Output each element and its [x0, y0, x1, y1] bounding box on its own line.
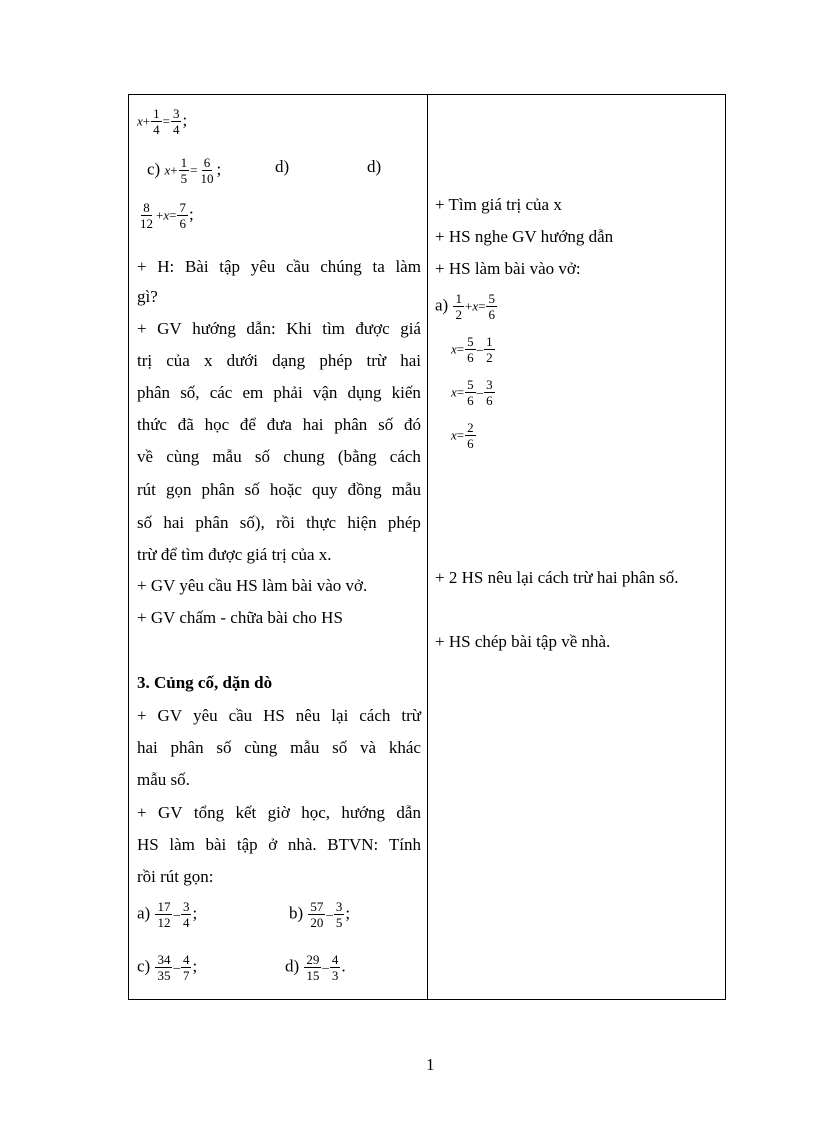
guide-line-6: [137, 480, 421, 500]
fraction: $\frac{3}{4}$: [172, 106, 180, 137]
word: cách: [389, 447, 421, 466]
word: quy: [312, 480, 338, 499]
word: cùng: [166, 447, 200, 466]
summary-line-3: rồi rút gọn:: [137, 867, 214, 886]
summary-line-1: [137, 803, 421, 823]
fraction: $\frac{1}{2}$: [486, 334, 493, 365]
review-line-2: [137, 738, 421, 758]
word: tổng: [193, 803, 225, 822]
student-find-x: + Tìm giá trị của x: [435, 195, 562, 214]
fraction: $\frac{29}{15}$: [306, 952, 320, 983]
review-line-1: [137, 706, 421, 726]
fraction: $\frac{7}{6}$: [179, 200, 186, 231]
word: cùng: [244, 738, 278, 757]
word: dạng: [272, 351, 306, 370]
word: mẫu: [212, 447, 242, 466]
word: thức: [137, 415, 167, 434]
label-d1: d): [275, 157, 290, 176]
word: GV: [157, 319, 182, 338]
word: x: [203, 351, 213, 370]
homework-b: b) $\frac{57}{20}$ – $\frac{3}{5}$ ;: [289, 899, 351, 930]
word: hai: [400, 351, 421, 370]
word: phép: [387, 513, 421, 532]
fraction: $\frac{5}{6}$: [467, 377, 474, 408]
lesson-table: [128, 94, 726, 1000]
student-work: + HS làm bài vào vở:: [435, 259, 581, 278]
guide-line-5: [137, 447, 421, 467]
word: +: [137, 319, 147, 338]
word: các: [209, 383, 233, 402]
word: giờ: [267, 803, 290, 822]
word: dưới: [226, 351, 259, 370]
solution-eq-3: x= $\frac{5}{6}$ – $\frac{3}{6}$: [451, 377, 493, 408]
word: nhà.: [287, 835, 317, 854]
word: GV: [157, 803, 183, 822]
word: +: [137, 803, 147, 822]
word: trị: [137, 351, 153, 370]
column-divider: [427, 95, 428, 999]
word: phép: [319, 351, 353, 370]
fraction: $\frac{57}{20}$: [310, 899, 324, 930]
word: dẫn: [396, 803, 421, 822]
word: rút: [137, 480, 156, 499]
fraction: $\frac{5}{6}$: [488, 291, 495, 322]
word: chung: [283, 447, 325, 466]
word: số: [254, 447, 271, 466]
word: để: [239, 415, 256, 434]
word: phân: [334, 415, 368, 434]
word: số: [137, 513, 153, 532]
word: em: [242, 383, 264, 402]
solution-eq-4: x= $\frac{2}{6}$: [451, 420, 474, 451]
word: tập: [236, 835, 258, 854]
word: kiến: [391, 383, 421, 402]
fraction: $\frac{1}{5}$: [180, 155, 188, 186]
fraction: $\frac{5}{6}$: [467, 334, 474, 365]
word: giá: [400, 319, 421, 338]
word: phân: [137, 383, 171, 402]
word: cầu: [228, 706, 253, 725]
word: hai: [163, 513, 185, 532]
word: đó: [403, 415, 421, 434]
guide-line-1: [137, 319, 421, 339]
word: trừ: [401, 706, 421, 725]
fraction: $\frac{17}{12}$: [157, 899, 171, 930]
word: hướng: [192, 319, 236, 338]
word: Bài: [184, 257, 209, 276]
fraction: $\frac{6}{10}$: [200, 155, 214, 186]
word: số: [332, 738, 348, 757]
word: hướng: [341, 803, 386, 822]
homework-a: a) $\frac{17}{12}$ – $\frac{3}{4}$ ;: [137, 899, 198, 930]
fraction: $\frac{8}{12}$: [140, 200, 153, 231]
word: BTVN:: [327, 835, 379, 854]
word: dụng: [347, 383, 382, 402]
word: phân: [170, 738, 204, 757]
guide-line-3: [137, 383, 421, 403]
summary-line-2: [137, 835, 421, 855]
review-line-3: mẫu số.: [137, 770, 190, 789]
word: khác: [388, 738, 421, 757]
word: ở: [268, 835, 278, 854]
guide-line-4: [137, 415, 421, 435]
word: của: [166, 351, 190, 370]
word: mẫu: [391, 480, 421, 499]
fraction: $\frac{3}{5}$: [335, 899, 343, 930]
word: số: [378, 415, 394, 434]
word: H:: [157, 257, 175, 276]
word: cầu: [285, 257, 310, 276]
word: phải: [273, 383, 303, 402]
word: GV: [157, 706, 183, 725]
word: tập: [219, 257, 241, 276]
word: đã: [177, 415, 194, 434]
word: số: [244, 480, 260, 499]
word: hiện: [347, 513, 377, 532]
word: bài: [205, 835, 227, 854]
word: đưa: [266, 415, 292, 434]
word: Khi: [286, 319, 312, 338]
word: kết: [235, 803, 257, 822]
section-heading: 3. Củng cố, dặn dò: [137, 673, 273, 692]
word: làm: [395, 257, 421, 276]
instruction-notebook: + GV yêu cầu HS làm bài vào vở.: [137, 576, 368, 595]
guide-line-7: [137, 513, 421, 533]
word: đồng: [347, 480, 382, 499]
word: mẫu: [290, 738, 320, 757]
word: trừ: [366, 351, 387, 370]
fraction: $\frac{3}{4}$: [182, 899, 190, 930]
word: học,: [301, 803, 330, 822]
word: +: [137, 706, 147, 725]
word: (bằng: [337, 447, 377, 466]
fraction: $\frac{2}{6}$: [467, 420, 474, 451]
word: và: [360, 738, 377, 757]
fraction: $\frac{1}{2}$: [455, 291, 462, 322]
word: hai: [137, 738, 158, 757]
solution-eq-1: a) $\frac{1}{2}$ +x= $\frac{5}{6}$: [435, 291, 495, 322]
word: hoặc: [269, 480, 302, 499]
word: +: [137, 257, 147, 276]
student-copy-homework: + HS chép bài tập về nhà.: [435, 632, 611, 651]
word: phân: [201, 480, 235, 499]
word: làm: [169, 835, 195, 854]
word: tìm: [322, 319, 345, 338]
solution-eq-2: x= $\frac{5}{6}$ – $\frac{1}{2}$: [451, 334, 493, 365]
word: cách: [359, 706, 391, 725]
fraction: $\frac{34}{35}$: [157, 952, 171, 983]
homework-d: d) $\frac{29}{15}$ – $\frac{4}{3}$ .: [285, 952, 346, 983]
word: ta: [372, 257, 385, 276]
equation-prev: x+ $\frac{1}{4}$ = $\frac{3}{4}$ ;: [137, 106, 188, 137]
word: gọn: [165, 480, 192, 499]
word: chúng: [320, 257, 362, 276]
homework-c: c) $\frac{34}{35}$ – $\frac{4}{7}$ ;: [137, 952, 198, 983]
word: học: [204, 415, 230, 434]
page-number: 1: [426, 1055, 435, 1074]
instruction-grading: + GV chấm - chữa bài cho HS: [137, 608, 343, 627]
guide-line-8: trừ để tìm được giá trị của x.: [137, 545, 332, 564]
student-listen: + HS nghe GV hướng dẫn: [435, 227, 614, 246]
guide-line-2: [137, 351, 421, 371]
word: dẫn:: [246, 319, 276, 338]
word: yêu: [250, 257, 276, 276]
fraction: $\frac{4}{3}$: [331, 952, 339, 983]
question-line-1: [137, 257, 421, 277]
label-d2: d): [367, 157, 382, 176]
equation-d: $\frac{8}{12}$ +x= $\frac{7}{6}$ ;: [140, 200, 194, 231]
word: Tính: [388, 835, 421, 854]
word: lại: [331, 706, 349, 725]
word: số: [216, 738, 232, 757]
student-repeat: + 2 HS nêu lại cách trừ hai phân số.: [435, 568, 679, 587]
word: phân: [195, 513, 229, 532]
equation-c: c) x+ $\frac{1}{5}$ = $\frac{6}{10}$ ;: [147, 155, 222, 186]
fraction: $\frac{4}{7}$: [182, 952, 190, 983]
word: số,: [180, 383, 200, 402]
word: vận: [312, 383, 338, 402]
fraction: $\frac{1}{4}$: [153, 106, 160, 137]
word: hai: [302, 415, 324, 434]
word: HS: [137, 835, 159, 854]
word: thực: [306, 513, 337, 532]
question-line-2: gì?: [137, 287, 158, 306]
word: số),: [239, 513, 265, 532]
word: được: [355, 319, 390, 338]
word: nêu: [295, 706, 321, 725]
word: rồi: [275, 513, 295, 532]
fraction: $\frac{3}{6}$: [486, 377, 493, 408]
word: về: [137, 447, 154, 466]
word: HS: [263, 706, 285, 725]
word: yêu: [193, 706, 218, 725]
